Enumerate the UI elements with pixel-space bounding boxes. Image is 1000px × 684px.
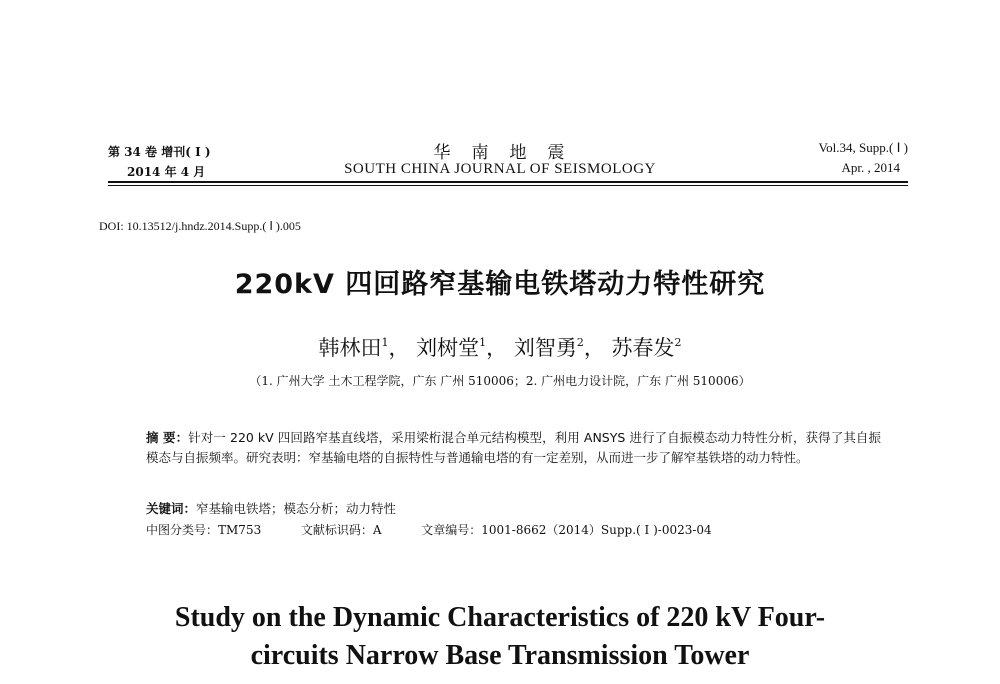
abstract: [146, 428, 881, 468]
keywords-label: 关键词：: [146, 501, 197, 516]
volume-en: Vol.34, Supp.( Ⅰ ): [818, 140, 908, 155]
journal-name-cn: 华 南 地 震: [433, 143, 567, 163]
author-name: 苏春发: [611, 336, 675, 360]
journal-name-en: SOUTH CHINA JOURNAL OF SEISMOLOGY: [344, 161, 656, 177]
clc-value: TM753: [218, 523, 262, 537]
author-list: [0, 332, 1000, 362]
title-en-line2: circuits Narrow Base Transmission Tower: [250, 640, 750, 671]
author-affil-mark: 1: [479, 336, 487, 349]
publication-date: 2014 年 4 月: [127, 165, 206, 179]
author-affil-mark: 1: [381, 336, 389, 349]
title-en-line1: Study on the Dynamic Characteristics of 220 kV Four-: [174, 602, 826, 633]
author-affil-mark: 2: [674, 336, 682, 349]
affiliation: （1. 广州大学 土木工程学院，广东 广州 510006；2. 广州电力设计院，广东 广州 510006）: [249, 374, 751, 388]
author-separator: ，: [388, 336, 410, 360]
author-affil-mark: 2: [576, 336, 584, 349]
article-number-label: 文章编号：: [421, 523, 482, 537]
volume-issue: 第 34 卷 增刊( Ⅰ ): [108, 145, 211, 159]
article-number-value: 1001-8662（2014）Supp.( Ⅰ )-0023-04: [481, 523, 712, 537]
classification-line: [146, 521, 712, 538]
keywords: [146, 499, 881, 519]
abstract-text: 针对一 220 kV 四回路窄基直线塔，采用梁桁混合单元结构模型，利用 ANSYS 进行了自振模态动力特性分析，获得了其自振模态与自振频率。研究表明：窄基输电塔的自振特性与普通输电塔的有一定差别，从而进一步了解窄基铁塔的动力特性。: [146, 430, 881, 465]
author-name: 刘树堂: [416, 336, 480, 360]
header-rule-thick: [108, 181, 908, 183]
author-separator: ，: [583, 336, 605, 360]
author-name: 韩林田: [318, 336, 382, 360]
abstract-label: 摘 要：: [146, 430, 189, 445]
doc-code-value: A: [372, 523, 382, 537]
author-separator: ，: [486, 336, 508, 360]
doi: DOI: 10.13512/j.hndz.2014.Supp.( Ⅰ ).005: [99, 219, 301, 233]
header-rule-thin: [108, 185, 908, 186]
title-cn: 220kV 四回路窄基输电铁塔动力特性研究: [234, 269, 766, 300]
author-name: 刘智勇: [513, 336, 577, 360]
clc-label: 中图分类号：: [146, 523, 219, 537]
keywords-text: 窄基输电铁塔；模态分析；动力特性: [196, 501, 397, 516]
doc-code-label: 文献标识码：: [300, 523, 373, 537]
date-en: Apr. , 2014: [841, 160, 900, 175]
